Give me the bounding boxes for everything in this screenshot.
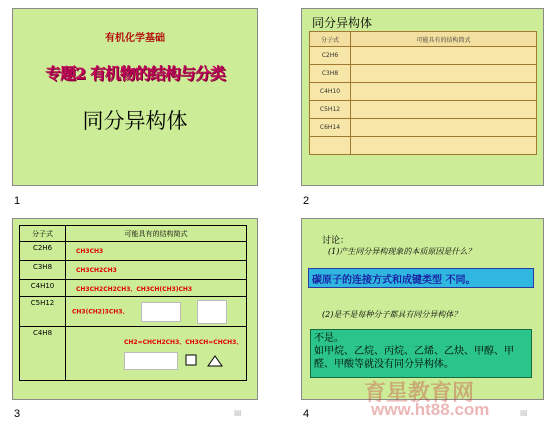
formula-cell: C5H12 (20, 297, 66, 327)
slide-topic: 专题2 有机物的结构与分类 (45, 64, 225, 83)
table-row (310, 83, 537, 101)
corner-mark: ▤ (234, 408, 242, 417)
structural-formula-image (197, 300, 227, 324)
answer-1-box: 碳原子的连接方式和成键类型 不同。 (308, 268, 534, 288)
slide-3[interactable] (12, 218, 258, 400)
structure-cell: CH3CH2CH2CH3、CH3CH(CH3)CH3 (66, 280, 247, 297)
table-header-formula: 分子式 (20, 226, 66, 242)
slide-number: 3 (14, 408, 21, 420)
structure-cell: CH3CH3 (66, 242, 247, 261)
table-row (20, 261, 247, 280)
structural-formula-image (141, 302, 181, 322)
isomer-table (19, 225, 247, 381)
formula-cell: C5H12 (310, 101, 351, 119)
answer-2-box (310, 329, 532, 378)
structure-cell (66, 297, 247, 327)
table-row (20, 327, 247, 381)
formula-cell: C4H10 (20, 280, 66, 297)
table-header-formula: 分子式 (310, 32, 351, 47)
isomer-table (309, 31, 537, 155)
answer-2-line-2: 如甲烷、乙烷、丙烷、乙烯、乙炔、甲醇、甲醛、甲酸等就没有同分异构体。 (314, 346, 514, 370)
question-1: (1)产生同分异构现象的本质原因是什么？ (328, 247, 476, 256)
formula-cell (310, 137, 351, 155)
answer-2-line-1: 不是。 (314, 333, 344, 344)
table-row (310, 47, 537, 65)
table-row (310, 101, 537, 119)
question-2: (2)是不是每种分子都具有同分异构体？ (322, 310, 462, 319)
table-header-structure: 可能具有的结构简式 (351, 32, 537, 47)
slide-number: 2 (303, 195, 310, 207)
ring-structure-icon (184, 353, 224, 369)
structure-cell (351, 119, 537, 137)
table-row (310, 137, 537, 155)
formula-cell: C4H8 (20, 327, 66, 381)
structure-images (72, 352, 246, 370)
structure-cell (66, 327, 247, 381)
slide-subtitle: 有机化学基础 (105, 33, 165, 44)
structure-cell (351, 65, 537, 83)
formula-cell: C2H6 (310, 47, 351, 65)
formula-cell: C2H6 (20, 242, 66, 261)
structure-cell (351, 83, 537, 101)
table-header-structure: 可能具有的结构简式 (66, 226, 247, 242)
slide-number: 1 (14, 195, 21, 207)
table-row (310, 119, 537, 137)
watermark-url: www.ht88.com (371, 400, 490, 419)
slide-2[interactable] (301, 8, 544, 186)
slide-title: 同分异构体 (312, 16, 373, 30)
structure-text: CH3(CH2)3CH3、 (72, 308, 129, 315)
structure-cell: CH3CH2CH3 (66, 261, 247, 280)
table-row (310, 65, 537, 83)
formula-cell: C3H8 (20, 261, 66, 280)
structure-cell (351, 101, 537, 119)
watermark-brand: 育星教育网 (364, 381, 475, 406)
structure-text: CH2=CHCH2CH3、CH3CH=CHCH3、 (124, 339, 243, 346)
slide-1[interactable] (12, 8, 258, 186)
table-row (20, 297, 247, 327)
table-row (20, 280, 247, 297)
formula-cell: C4H10 (310, 83, 351, 101)
structural-formula-image (124, 352, 178, 370)
formula-cell: C6H14 (310, 119, 351, 137)
discussion-label: 讨论： (322, 236, 350, 246)
table-row (20, 242, 247, 261)
slide-number: 4 (303, 408, 310, 420)
corner-mark: ▤ (520, 408, 528, 417)
structure-cell (351, 137, 537, 155)
slide-4[interactable] (301, 218, 544, 400)
slide-title: 同分异构体 (82, 109, 188, 133)
formula-cell: C3H8 (310, 65, 351, 83)
structure-cell (351, 47, 537, 65)
